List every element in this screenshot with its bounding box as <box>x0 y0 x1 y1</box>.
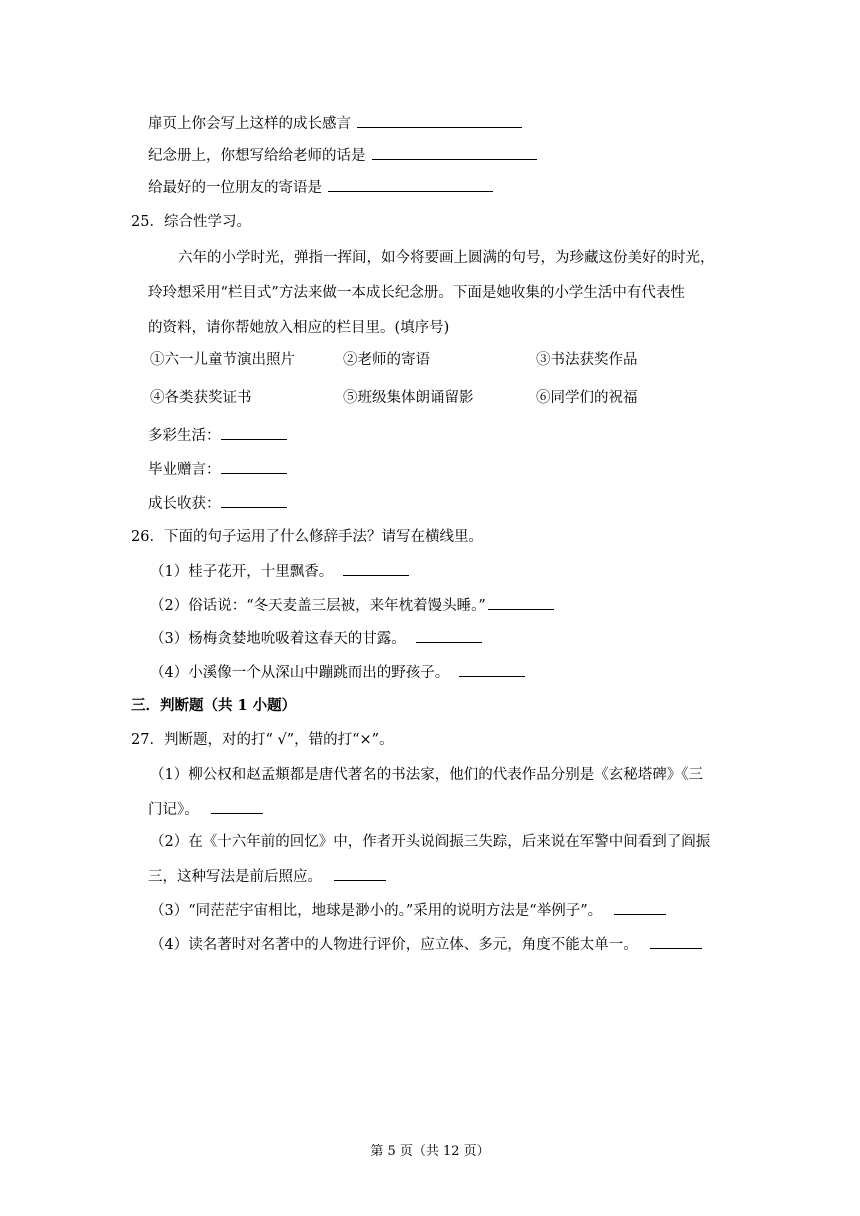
column-colorful-life <box>148 425 287 446</box>
option-3: ③书法获奖作品 <box>536 352 638 368</box>
answer-blank[interactable] <box>221 493 287 508</box>
answer-blank[interactable] <box>372 145 537 160</box>
question-26-item-1 <box>150 561 409 582</box>
item-text: （3）杨梅贪婪地吮吸着这春天的甘露。 <box>150 631 406 647</box>
item-text: 门记》。 <box>148 802 199 818</box>
answer-blank[interactable] <box>416 628 482 643</box>
question-25-title: 25．综合性学习。 <box>131 214 251 230</box>
answer-blank[interactable] <box>334 866 386 881</box>
column-growth-harvest <box>148 493 287 514</box>
answer-blank[interactable] <box>614 900 666 915</box>
answer-blank[interactable] <box>650 934 702 949</box>
option-2: ②老师的寄语 <box>343 352 430 368</box>
item-text: （1）桂子花开，十里飘香。 <box>150 564 334 580</box>
column-label: 毕业赠言： <box>148 462 221 478</box>
page-number: 第 5 页（共 12 页） <box>370 1144 490 1159</box>
option-1: ①六一儿童节演出照片 <box>150 352 295 368</box>
option-5: ⑤班级集体朗诵留影 <box>343 390 474 406</box>
item-text: （4）小溪像一个从深山中蹦跳而出的野孩子。 <box>150 665 450 681</box>
column-label: 多彩生活： <box>148 428 221 444</box>
reflection-text: 扉页上你会写上这样的成长感言 <box>148 116 351 132</box>
answer-blank[interactable] <box>211 799 263 814</box>
question-26-item-2 <box>150 595 554 616</box>
answer-blank[interactable] <box>357 113 522 128</box>
option-4: ④各类获奖证书 <box>150 390 252 406</box>
item-text: （2）俗话说：“冬天麦盖三层被，来年枕着馒头睡。” <box>150 598 486 614</box>
question-25-paragraph: 玲玲想采用“栏目式”方法来做一本成长纪念册。下面是她收集的小学生活中有代表性 <box>148 285 685 301</box>
option-6: ⑥同学们的祝福 <box>536 390 638 406</box>
answer-blank[interactable] <box>221 425 287 440</box>
reflection-line-3 <box>148 177 493 198</box>
item-text: 三，这种写法是前后照应。 <box>148 869 322 885</box>
question-26-title: 26．下面的句子运用了什么修辞手法？请写在横线里。 <box>131 529 483 545</box>
reflection-line-2 <box>148 145 537 166</box>
answer-blank[interactable] <box>459 662 525 677</box>
question-26-item-3 <box>150 628 482 649</box>
question-27-title: 27．判断题，对的打“ √”，错的打“×”。 <box>131 732 394 748</box>
answer-blank[interactable] <box>221 459 287 474</box>
question-27-item-4 <box>150 934 702 955</box>
column-label: 成长收获： <box>148 496 221 512</box>
question-27-item-1: （1）柳公权和赵孟頫都是唐代著名的书法家，他们的代表作品分别是《玄秘塔碑》《三 <box>150 767 703 783</box>
question-27-item-3 <box>150 900 666 921</box>
question-26-item-4 <box>150 662 525 683</box>
reflection-text: 给最好的一位朋友的寄语是 <box>148 180 322 196</box>
item-text: （4）读名著时对名著中的人物进行评价，应立体、多元，角度不能太单一。 <box>150 937 638 953</box>
column-graduation-message <box>148 459 287 480</box>
question-25-paragraph: 六年的小学时光，弹指一挥间，如今将要画上圆满的句号，为珍藏这份美好的时光， <box>178 250 715 266</box>
answer-blank[interactable] <box>343 561 409 576</box>
reflection-text: 纪念册上，你想写给给老师的话是 <box>148 148 366 164</box>
question-27-item-2-cont <box>148 866 386 887</box>
item-text: （3）“同茫茫宇宙相比，地球是渺小的。”采用的说明方法是“举例子”。 <box>150 903 603 919</box>
answer-blank[interactable] <box>488 595 554 610</box>
question-27-item-1-cont <box>148 799 263 820</box>
answer-blank[interactable] <box>328 177 493 192</box>
section-heading: 三．判断题（共 1 小题） <box>131 697 297 714</box>
question-25-paragraph: 的资料，请你帮她放入相应的栏目里。(填序号) <box>148 320 450 336</box>
reflection-line-1 <box>148 113 522 134</box>
question-27-item-2: （2）在《十六年前的回忆》中，作者开头说阎振三失踪，后来说在军警中间看到了阎振 <box>150 834 711 850</box>
